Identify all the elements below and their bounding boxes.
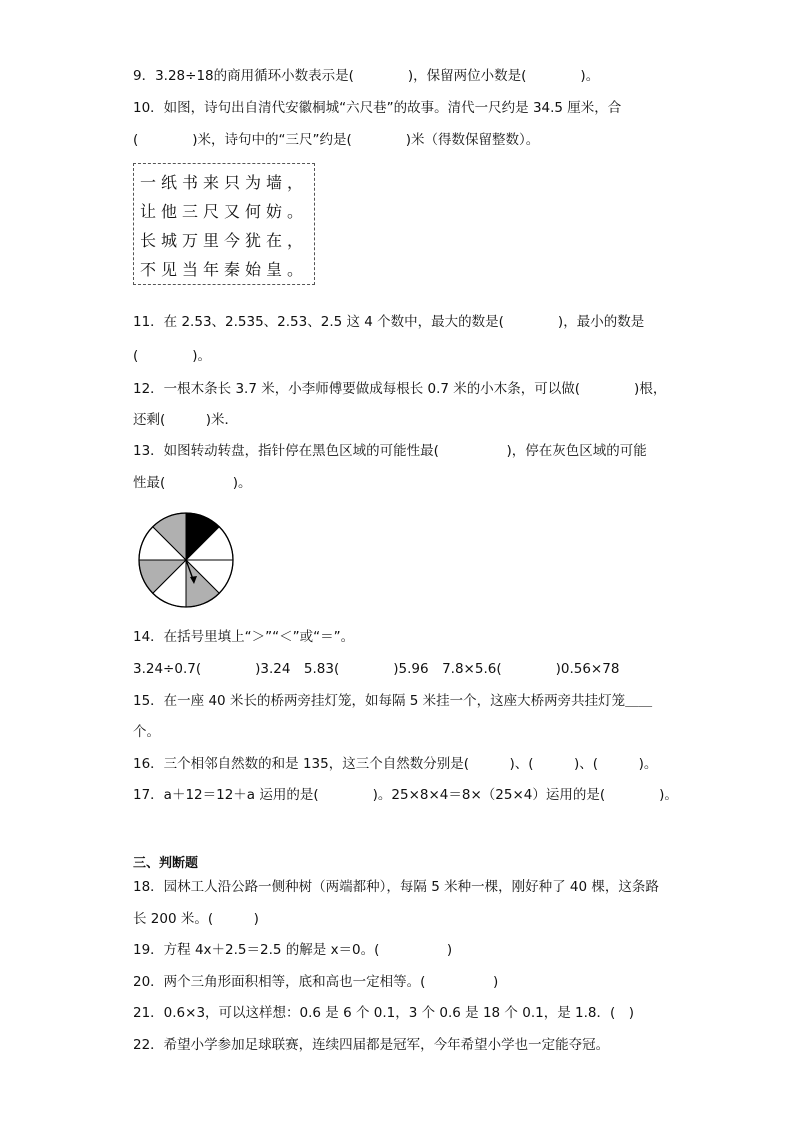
poem-line: 不见当年秦始皇。 <box>140 260 309 279</box>
question-13-line2: 性最( )。 <box>133 475 252 491</box>
judgment-21: 21．0.6×3，可以这样想：0.6 是 6 个 0.1，3 个 0.6 是 18 个 0.1，是 1.8．( ) <box>133 1005 634 1021</box>
judgment-18-line1: 18．园林工人沿公路一侧种树（两端都种），每隔 5 米种一棵，刚好种了 40 棵，这条路 <box>133 879 659 895</box>
question-14-line1: 14．在括号里填上“＞”“＜”或“＝”。 <box>133 629 355 645</box>
question-12-line2: 还剩( )米． <box>133 412 239 428</box>
question-12-line1: 12．一根木条长 3.7 米，小李师傅要做成每根长 0.7 米的小木条，可以做( )根， <box>133 381 667 397</box>
poem-line: 一纸书来只为墙， <box>140 173 309 192</box>
poem-line: 长城万里今犹在， <box>140 231 309 250</box>
question-9: 9．3.28÷18的商用循环小数表示是( )，保留两位小数是( )。 <box>133 68 600 84</box>
question-11-line1: 11．在 2.53̇、2.53̇5̇、2.53、2.5 这 4 个数中，最大的数是( )，最小的数是 <box>133 314 645 330</box>
question-10-line2: ( )米，诗句中的“三尺”约是( )米（得数保留整数）。 <box>133 132 540 148</box>
spinner-diagram <box>136 510 236 610</box>
question-11-line2: ( )。 <box>133 348 212 364</box>
judgment-19: 19．方程 4x＋2.5＝2.5 的解是 x＝0。( ) <box>133 942 453 958</box>
question-15-line2: 个。 <box>133 724 160 740</box>
judgment-18-line2: 长 200 米。( ) <box>133 911 259 927</box>
question-10-line1: 10．如图，诗句出自清代安徽桐城“六尺巷”的故事。清代一尺约是 34.5 厘米，合 <box>133 100 622 116</box>
question-17: 17．a＋12＝12＋a 运用的是( )。25×8×4＝8×（25×4）运用的是( )。 <box>133 787 678 803</box>
poem-box <box>133 163 315 285</box>
judgment-20: 20．两个三角形面积相等，底和高也一定相等。( ) <box>133 974 499 990</box>
question-16: 16．三个相邻自然数的和是 135，这三个自然数分别是( )、( )、( )。 <box>133 756 658 772</box>
judgment-22: 22．希望小学参加足球联赛，连续四届都是冠军，今年希望小学也一定能夺冠。 <box>133 1037 610 1053</box>
question-15-line1: 15．在一座 40 米长的桥两旁挂灯笼，如每隔 5 米挂一个，这座大桥两旁共挂灯笼＿＿ <box>133 693 653 709</box>
section-3-title: 三、判断题 <box>133 856 199 871</box>
poem-line: 让他三尺又何妨。 <box>140 202 309 221</box>
question-13-line1: 13．如图转动转盘，指针停在黑色区域的可能性最( )，停在灰色区域的可能 <box>133 443 647 459</box>
question-14-line2: 3.24÷0.7( )3.24 5.83( )5.96 7.8×5.6( )0.56×78 <box>133 661 620 677</box>
